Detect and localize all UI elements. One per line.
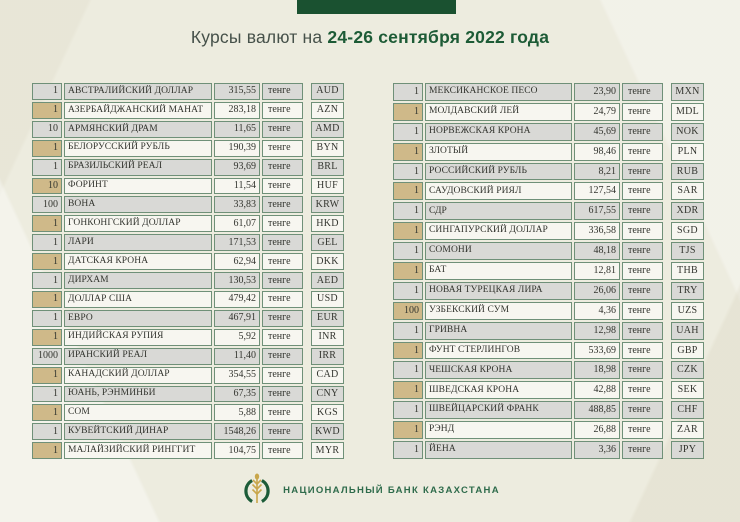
national-bank-wheat-emblem-icon <box>240 472 274 508</box>
unit-cell: тенге <box>262 291 303 308</box>
table-row <box>393 322 704 340</box>
unit-cell: тенге <box>262 253 303 270</box>
rate-cell: 24,79 <box>574 103 620 121</box>
currency-name-cell: ЮАНЬ, РЭНМИНБИ <box>64 386 212 403</box>
table-row <box>32 234 344 251</box>
qty-cell: 1 <box>393 83 423 101</box>
qty-cell: 10 <box>32 121 62 138</box>
table-row <box>32 367 344 384</box>
currency-name-cell: ЕВРО <box>64 310 212 327</box>
table-row <box>393 262 704 280</box>
unit-cell: тенге <box>622 143 663 161</box>
table-row <box>393 342 704 360</box>
currency-code-cell: BRL <box>311 159 344 176</box>
qty-cell: 10 <box>32 178 62 195</box>
table-row <box>32 404 344 421</box>
table-row <box>393 282 704 300</box>
currency-code-cell: MYR <box>311 442 344 459</box>
table-row <box>393 123 704 141</box>
unit-cell: тенге <box>262 310 303 327</box>
currency-name-cell: НОВАЯ ТУРЕЦКАЯ ЛИРА <box>425 282 572 300</box>
unit-cell: тенге <box>262 83 303 100</box>
currency-code-cell: UZS <box>671 302 704 320</box>
top-banner-tab <box>297 0 456 14</box>
currency-name-cell: КУВЕЙТСКИЙ ДИНАР <box>64 423 212 440</box>
rate-cell: 12,81 <box>574 262 620 280</box>
currency-code-cell: GEL <box>311 234 344 251</box>
table-row <box>32 159 344 176</box>
table-row <box>32 102 344 119</box>
currency-code-cell: MXN <box>671 83 704 101</box>
currency-name-cell: ГОНКОНГСКИЙ ДОЛЛАР <box>64 215 212 232</box>
currency-code-cell: MDL <box>671 103 704 121</box>
table-row <box>393 421 704 439</box>
currency-code-cell: PLN <box>671 143 704 161</box>
qty-cell: 1 <box>32 234 62 251</box>
unit-cell: тенге <box>622 441 663 459</box>
table-row <box>393 83 704 101</box>
qty-cell: 1000 <box>32 348 62 365</box>
rate-cell: 45,69 <box>574 123 620 141</box>
table-row <box>32 329 344 346</box>
currency-table-right <box>393 83 704 459</box>
table-row <box>393 103 704 121</box>
rate-cell: 42,88 <box>574 381 620 399</box>
table-row <box>32 272 344 289</box>
currency-code-cell: KRW <box>311 196 344 213</box>
page-title-prefix: Курсы валют на <box>190 27 328 47</box>
currency-code-cell: TJS <box>671 242 704 260</box>
qty-cell: 1 <box>32 404 62 421</box>
unit-cell: тенге <box>262 423 303 440</box>
rate-cell: 67,35 <box>214 386 260 403</box>
unit-cell: тенге <box>262 121 303 138</box>
table-row <box>393 381 704 399</box>
rate-cell: 283,18 <box>214 102 260 119</box>
currency-name-cell: ДИРХАМ <box>64 272 212 289</box>
currency-name-cell: ЗЛОТЫЙ <box>425 143 572 161</box>
unit-cell: тенге <box>622 182 663 200</box>
table-row <box>32 196 344 213</box>
currency-code-cell: THB <box>671 262 704 280</box>
rate-cell: 48,18 <box>574 242 620 260</box>
currency-code-cell: JPY <box>671 441 704 459</box>
rate-cell: 26,88 <box>574 421 620 439</box>
currency-name-cell: МЕКСИКАНСКОЕ ПЕСО <box>425 83 572 101</box>
currency-code-cell: DKK <box>311 253 344 270</box>
unit-cell: тенге <box>262 178 303 195</box>
table-row <box>393 361 704 379</box>
currency-name-cell: МАЛАЙЗИЙСКИЙ РИНГГИТ <box>64 442 212 459</box>
rate-cell: 4,36 <box>574 302 620 320</box>
currency-name-cell: РЭНД <box>425 421 572 439</box>
currency-name-cell: АРМЯНСКИЙ ДРАМ <box>64 121 212 138</box>
table-row <box>393 143 704 161</box>
page-title <box>0 27 740 48</box>
table-row <box>393 302 704 320</box>
qty-cell: 1 <box>393 163 423 181</box>
table-row <box>393 163 704 181</box>
qty-cell: 1 <box>393 441 423 459</box>
currency-name-cell: ШВЕДСКАЯ КРОНА <box>425 381 572 399</box>
currency-code-cell: CZK <box>671 361 704 379</box>
qty-cell: 1 <box>393 123 423 141</box>
rate-cell: 12,98 <box>574 322 620 340</box>
rate-cell: 533,69 <box>574 342 620 360</box>
unit-cell: тенге <box>262 159 303 176</box>
qty-cell: 1 <box>393 182 423 200</box>
rate-cell: 62,94 <box>214 253 260 270</box>
table-row <box>32 215 344 232</box>
currency-name-cell: ИРАНСКИЙ РЕАЛ <box>64 348 212 365</box>
currency-name-cell: УЗБЕКСКИЙ СУМ <box>425 302 572 320</box>
currency-name-cell: ДАТСКАЯ КРОНА <box>64 253 212 270</box>
table-row <box>32 178 344 195</box>
currency-code-cell: BYN <box>311 140 344 157</box>
table-row <box>32 386 344 403</box>
unit-cell: тенге <box>622 242 663 260</box>
currency-code-cell: EUR <box>311 310 344 327</box>
currency-code-cell: ZAR <box>671 421 704 439</box>
currency-name-cell: БАТ <box>425 262 572 280</box>
rate-cell: 354,55 <box>214 367 260 384</box>
rate-cell: 617,55 <box>574 202 620 220</box>
unit-cell: тенге <box>622 83 663 101</box>
unit-cell: тенге <box>622 322 663 340</box>
currency-name-cell: ИНДИЙСКАЯ РУПИЯ <box>64 329 212 346</box>
qty-cell: 1 <box>393 282 423 300</box>
qty-cell: 1 <box>393 401 423 419</box>
unit-cell: тенге <box>262 442 303 459</box>
rate-cell: 33,83 <box>214 196 260 213</box>
currency-code-cell: KGS <box>311 404 344 421</box>
table-row <box>393 182 704 200</box>
currency-code-cell: AMD <box>311 121 344 138</box>
table-row <box>393 242 704 260</box>
footer <box>0 472 740 508</box>
qty-cell: 1 <box>393 222 423 240</box>
rate-cell: 104,75 <box>214 442 260 459</box>
currency-name-cell: СОМОНИ <box>425 242 572 260</box>
currency-code-cell: KWD <box>311 423 344 440</box>
table-row <box>32 83 344 100</box>
currency-code-cell: IRR <box>311 348 344 365</box>
table-row <box>32 442 344 459</box>
currency-code-cell: TRY <box>671 282 704 300</box>
rate-cell: 488,85 <box>574 401 620 419</box>
currency-code-cell: USD <box>311 291 344 308</box>
qty-cell: 1 <box>32 329 62 346</box>
currency-code-cell: HUF <box>311 178 344 195</box>
currency-code-cell: AUD <box>311 83 344 100</box>
qty-cell: 1 <box>393 421 423 439</box>
rate-cell: 23,90 <box>574 83 620 101</box>
unit-cell: тенге <box>622 282 663 300</box>
currency-name-cell: БЕЛОРУССКИЙ РУБЛЬ <box>64 140 212 157</box>
rate-cell: 5,92 <box>214 329 260 346</box>
unit-cell: тенге <box>262 215 303 232</box>
currency-code-cell: CHF <box>671 401 704 419</box>
currency-name-cell: СДР <box>425 202 572 220</box>
unit-cell: тенге <box>262 272 303 289</box>
rate-cell: 3,36 <box>574 441 620 459</box>
qty-cell: 1 <box>393 342 423 360</box>
currency-name-cell: ФОРИНТ <box>64 178 212 195</box>
unit-cell: тенге <box>262 386 303 403</box>
qty-cell: 1 <box>32 215 62 232</box>
currency-code-cell: XDR <box>671 202 704 220</box>
currency-code-cell: AZN <box>311 102 344 119</box>
currency-code-cell: CNY <box>311 386 344 403</box>
unit-cell: тенге <box>262 348 303 365</box>
unit-cell: тенге <box>622 123 663 141</box>
unit-cell: тенге <box>262 102 303 119</box>
qty-cell: 1 <box>32 102 62 119</box>
rate-cell: 98,46 <box>574 143 620 161</box>
table-row <box>32 348 344 365</box>
unit-cell: тенге <box>622 361 663 379</box>
currency-name-cell: ГРИВНА <box>425 322 572 340</box>
rate-cell: 336,58 <box>574 222 620 240</box>
currency-code-cell: NOK <box>671 123 704 141</box>
qty-cell: 1 <box>32 83 62 100</box>
qty-cell: 1 <box>393 381 423 399</box>
table-row <box>393 202 704 220</box>
qty-cell: 1 <box>32 272 62 289</box>
bank-name-label: НАЦИОНАЛЬНЫЙ БАНК КАЗАХСТАНА <box>283 484 500 496</box>
currency-code-cell: GBP <box>671 342 704 360</box>
currency-name-cell: КАНАДСКИЙ ДОЛЛАР <box>64 367 212 384</box>
qty-cell: 1 <box>32 310 62 327</box>
currency-code-cell: CAD <box>311 367 344 384</box>
rate-cell: 26,06 <box>574 282 620 300</box>
currency-code-cell: UAH <box>671 322 704 340</box>
unit-cell: тенге <box>622 103 663 121</box>
currency-name-cell: НОРВЕЖСКАЯ КРОНА <box>425 123 572 141</box>
qty-cell: 1 <box>32 140 62 157</box>
qty-cell: 1 <box>393 322 423 340</box>
qty-cell: 100 <box>32 196 62 213</box>
currency-name-cell: АЗЕРБАЙДЖАНСКИЙ МАНАТ <box>64 102 212 119</box>
currency-name-cell: ЧЕШСКАЯ КРОНА <box>425 361 572 379</box>
qty-cell: 1 <box>393 242 423 260</box>
currency-code-cell: RUB <box>671 163 704 181</box>
currency-name-cell: ДОЛЛАР США <box>64 291 212 308</box>
table-row <box>393 222 704 240</box>
qty-cell: 1 <box>32 423 62 440</box>
currency-name-cell: САУДОВСКИЙ РИЯЛ <box>425 182 572 200</box>
rate-cell: 315,55 <box>214 83 260 100</box>
page-title-date: 24-26 сентября 2022 года <box>327 27 550 47</box>
unit-cell: тенге <box>262 196 303 213</box>
qty-cell: 1 <box>32 367 62 384</box>
currency-name-cell: ВОНА <box>64 196 212 213</box>
unit-cell: тенге <box>262 404 303 421</box>
table-row <box>32 253 344 270</box>
rate-cell: 127,54 <box>574 182 620 200</box>
currency-code-cell: SEK <box>671 381 704 399</box>
currency-name-cell: АВСТРАЛИЙСКИЙ ДОЛЛАР <box>64 83 212 100</box>
currency-name-cell: ЙЕНА <box>425 441 572 459</box>
qty-cell: 1 <box>393 361 423 379</box>
qty-cell: 1 <box>32 253 62 270</box>
table-row <box>393 401 704 419</box>
unit-cell: тенге <box>262 367 303 384</box>
qty-cell: 1 <box>393 202 423 220</box>
rate-cell: 8,21 <box>574 163 620 181</box>
currency-code-cell: INR <box>311 329 344 346</box>
unit-cell: тенге <box>622 202 663 220</box>
unit-cell: тенге <box>622 222 663 240</box>
rate-cell: 190,39 <box>214 140 260 157</box>
table-row <box>393 441 704 459</box>
currency-name-cell: ЛАРИ <box>64 234 212 251</box>
table-row <box>32 121 344 138</box>
rate-cell: 130,53 <box>214 272 260 289</box>
currency-name-cell: СОМ <box>64 404 212 421</box>
unit-cell: тенге <box>622 401 663 419</box>
currency-name-cell: БРАЗИЛЬСКИЙ РЕАЛ <box>64 159 212 176</box>
unit-cell: тенге <box>622 302 663 320</box>
qty-cell: 1 <box>32 291 62 308</box>
rate-cell: 5,88 <box>214 404 260 421</box>
currency-name-cell: ФУНТ СТЕРЛИНГОВ <box>425 342 572 360</box>
unit-cell: тенге <box>622 342 663 360</box>
unit-cell: тенге <box>622 262 663 280</box>
rate-cell: 61,07 <box>214 215 260 232</box>
currency-name-cell: МОЛДАВСКИЙ ЛЕЙ <box>425 103 572 121</box>
currency-name-cell: ШВЕЙЦАРСКИЙ ФРАНК <box>425 401 572 419</box>
unit-cell: тенге <box>262 329 303 346</box>
currency-code-cell: SAR <box>671 182 704 200</box>
rate-cell: 11,54 <box>214 178 260 195</box>
table-row <box>32 310 344 327</box>
currency-table-left <box>32 83 344 459</box>
qty-cell: 1 <box>393 143 423 161</box>
table-row <box>32 140 344 157</box>
table-row <box>32 291 344 308</box>
qty-cell: 1 <box>32 386 62 403</box>
unit-cell: тенге <box>622 421 663 439</box>
rate-cell: 479,42 <box>214 291 260 308</box>
qty-cell: 1 <box>393 103 423 121</box>
unit-cell: тенге <box>622 163 663 181</box>
qty-cell: 1 <box>32 442 62 459</box>
currency-code-cell: AED <box>311 272 344 289</box>
unit-cell: тенге <box>622 381 663 399</box>
currency-code-cell: SGD <box>671 222 704 240</box>
currency-name-cell: РОССИЙСКИЙ РУБЛЬ <box>425 163 572 181</box>
qty-cell: 1 <box>32 159 62 176</box>
rate-cell: 18,98 <box>574 361 620 379</box>
rate-cell: 467,91 <box>214 310 260 327</box>
rate-cell: 171,53 <box>214 234 260 251</box>
rate-cell: 93,69 <box>214 159 260 176</box>
qty-cell: 100 <box>393 302 423 320</box>
rate-cell: 11,40 <box>214 348 260 365</box>
currency-code-cell: HKD <box>311 215 344 232</box>
table-row <box>32 423 344 440</box>
qty-cell: 1 <box>393 262 423 280</box>
rate-cell: 11,65 <box>214 121 260 138</box>
unit-cell: тенге <box>262 234 303 251</box>
currency-name-cell: СИНГАПУРСКИЙ ДОЛЛАР <box>425 222 572 240</box>
rate-cell: 1548,26 <box>214 423 260 440</box>
unit-cell: тенге <box>262 140 303 157</box>
